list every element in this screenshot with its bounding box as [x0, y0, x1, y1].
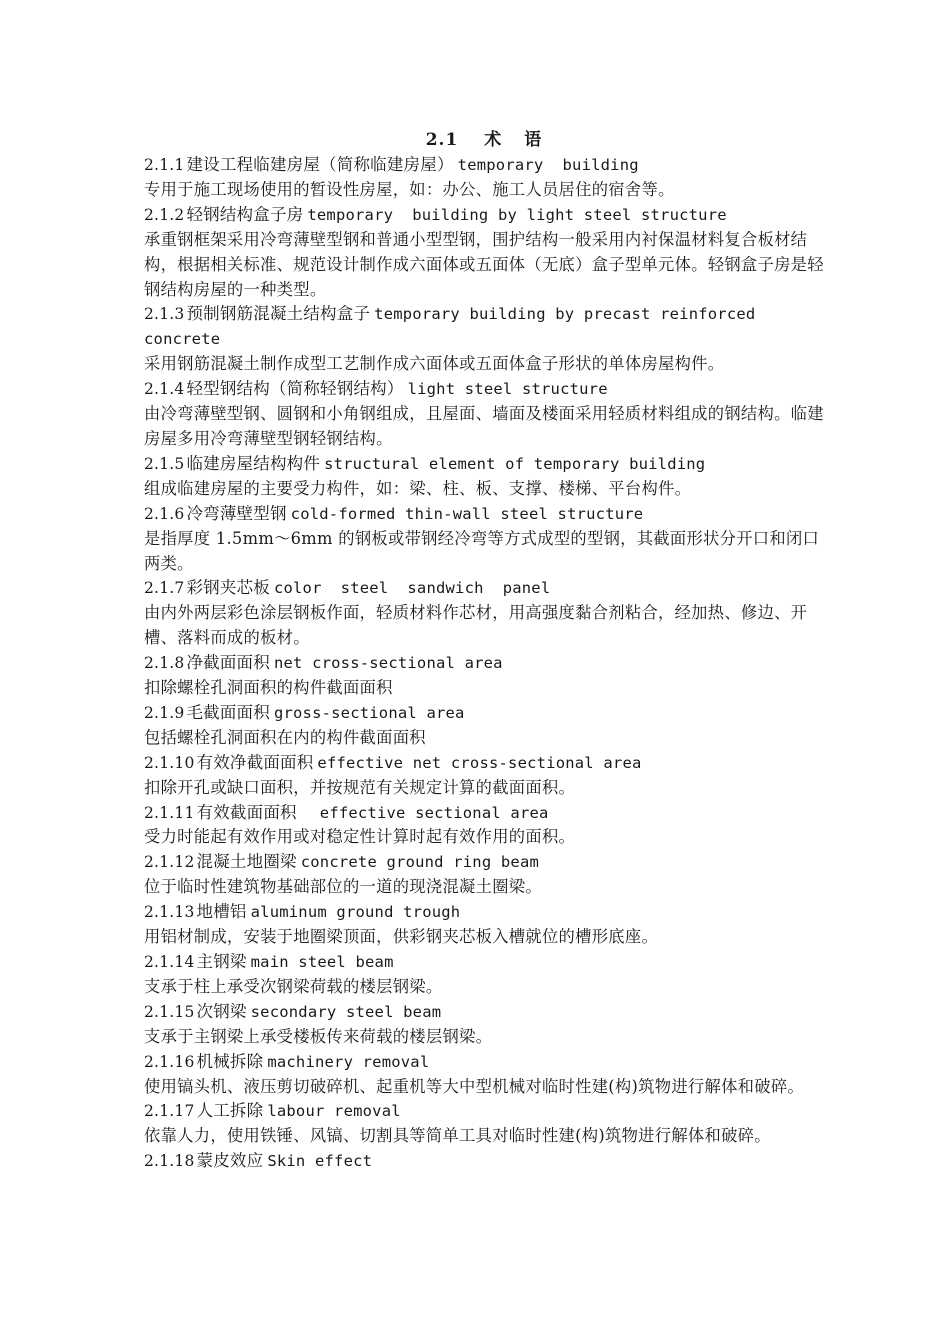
term-entry — [144, 1050, 824, 1100]
term-code: 2.1.2 — [144, 205, 185, 224]
term-heading — [144, 452, 824, 477]
term-english-name: color steel sandwich panel — [273, 579, 551, 598]
term-code: 2.1.3 — [144, 305, 185, 324]
term-chinese-name: 轻钢结构盒子房 — [186, 204, 304, 224]
term-entry — [144, 502, 824, 577]
term-definition: 包括螺栓孔洞面积在内的构件截面面积 — [144, 727, 426, 747]
term-chinese-name: 蒙皮效应 — [196, 1151, 264, 1171]
term-english-name: labour removal — [267, 1102, 401, 1121]
term-definition: 用铝材制成，安装于地圈梁顶面，供彩钢夹芯板入槽就位的槽形底座。 — [144, 927, 659, 947]
term-code: 2.1.5 — [144, 454, 185, 473]
term-code: 2.1.17 — [144, 1102, 195, 1121]
term-definition: 位于临时性建筑物基础部位的一道的现浇混凝土圈梁。 — [144, 877, 542, 897]
term-entry — [144, 1149, 824, 1174]
term-definition: 支承于柱上承受次钢梁荷载的楼层钢梁。 — [144, 976, 443, 996]
section-title — [144, 128, 824, 153]
term-chinese-name: 冷弯薄壁型钢 — [186, 503, 287, 523]
term-entry — [144, 1000, 824, 1050]
term-entry — [144, 801, 824, 851]
section-title-char-2: 语 — [524, 130, 543, 150]
term-chinese-name: 建设工程临建房屋（简称临建房屋） — [186, 155, 454, 174]
term-heading — [144, 651, 824, 676]
term-chinese-name: 毛截面面积 — [186, 702, 270, 722]
term-heading — [144, 1099, 824, 1124]
section-title-char-1: 术 — [484, 130, 503, 150]
term-entry — [144, 1099, 824, 1149]
term-entry — [144, 576, 824, 651]
term-chinese-name: 有效净截面面积 — [196, 752, 314, 772]
term-chinese-name: 人工拆除 — [196, 1101, 264, 1121]
term-chinese-name: 预制钢筋混凝土结构盒子 — [186, 304, 371, 324]
term-english-name: machinery removal — [267, 1052, 430, 1071]
term-chinese-name: 混凝土地圈梁 — [196, 852, 297, 872]
term-definition: 是指厚度 1.5mm～6mm 的钢板或带钢经冷弯等方式成型的型钢，其截面形状分开口和闭口两类。 — [144, 528, 820, 573]
term-entry — [144, 651, 824, 701]
term-code: 2.1.12 — [144, 853, 195, 872]
term-definition: 扣除螺栓孔洞面积的构件截面面积 — [144, 678, 393, 698]
term-entry — [144, 203, 824, 303]
term-code: 2.1.10 — [144, 753, 195, 772]
term-heading — [144, 1000, 824, 1025]
term-chinese-name: 机械拆除 — [196, 1051, 264, 1071]
term-definition: 采用钢筋混凝土制作成型工艺制作成六面体或五面体盒子形状的单体房屋构件。 — [144, 354, 725, 374]
term-definition: 承重钢框架采用冷弯薄壁型钢和普通小型型钢，围护结构一般采用内衬保温材料复合板材结构，根据相关标准、规范设计制作成六面体或五面体（无底）盒子型单元体。轻钢盒子房是轻钢结构房屋的一种类型。 — [144, 229, 824, 299]
term-heading — [144, 850, 824, 875]
term-code: 2.1.9 — [144, 703, 185, 722]
term-english-name: light steel structure — [407, 380, 608, 399]
term-entry — [144, 850, 824, 900]
term-entry — [144, 302, 824, 377]
term-code: 2.1.16 — [144, 1052, 195, 1071]
term-definition: 专用于施工现场使用的暂设性房屋，如：办公、施工人员居住的宿舍等。 — [144, 179, 675, 199]
term-english-name: temporary building by light steel structure — [307, 205, 727, 224]
term-heading — [144, 950, 824, 975]
term-chinese-name: 临建房屋结构构件 — [186, 453, 321, 473]
term-entry — [144, 377, 824, 452]
term-english-name: gross-sectional area — [273, 703, 465, 722]
term-chinese-name: 次钢梁 — [196, 1001, 247, 1021]
term-chinese-name: 彩钢夹芯板 — [186, 578, 270, 598]
term-code: 2.1.6 — [144, 504, 185, 523]
term-code: 2.1.14 — [144, 953, 195, 971]
term-code: 2.1.1 — [144, 156, 185, 174]
term-heading — [144, 900, 824, 925]
term-heading — [144, 302, 824, 352]
term-definition: 依靠人力，使用铁锤、风镐、切割具等简单工具对临时性建(构)筑物进行解体和破碎。 — [144, 1126, 771, 1146]
term-heading — [144, 203, 824, 228]
term-chinese-name: 有效截面面积 — [196, 802, 297, 822]
term-heading — [144, 801, 824, 826]
term-code: 2.1.4 — [144, 380, 185, 399]
term-code: 2.1.8 — [144, 654, 185, 673]
term-entry — [144, 751, 824, 801]
term-heading — [144, 576, 824, 601]
term-definition: 受力时能起有效作用或对稳定性计算时起有效作用的面积。 — [144, 827, 576, 847]
term-definition: 使用镐头机、液压剪切破碎机、起重机等大中型机械对临时性建(构)筑物进行解体和破碎。 — [144, 1076, 804, 1096]
term-heading — [144, 1050, 824, 1075]
term-english-name: Skin effect — [267, 1152, 373, 1171]
term-entry — [144, 900, 824, 950]
document-page — [144, 128, 824, 1174]
term-heading — [144, 701, 824, 726]
term-definition: 组成临建房屋的主要受力构件，如：梁、柱、板、支撑、楼梯、平台构件。 — [144, 478, 692, 498]
term-chinese-name: 地槽铝 — [196, 902, 247, 922]
term-heading — [144, 1149, 824, 1174]
term-english-name: concrete ground ring beam — [300, 853, 540, 872]
term-english-name: main steel beam — [250, 953, 394, 971]
term-code: 2.1.15 — [144, 1002, 195, 1021]
term-definition: 支承于主钢梁上承受楼板传来荷载的楼层钢梁。 — [144, 1026, 493, 1046]
term-english-name: effective net cross-sectional area — [317, 753, 642, 772]
term-heading — [144, 751, 824, 776]
section-number: 2.1 — [425, 130, 459, 150]
term-entry — [144, 701, 824, 751]
term-list — [144, 153, 824, 1174]
term-english-name: temporary building — [457, 156, 639, 174]
term-entry — [144, 452, 824, 502]
term-code: 2.1.18 — [144, 1152, 195, 1171]
term-english-name: net cross-sectional area — [273, 654, 503, 673]
term-english-name: cold-formed thin-wall steel structure — [290, 504, 644, 523]
term-english-name: aluminum ground trough — [250, 903, 461, 922]
term-definition: 由冷弯薄壁型钢、圆钢和小角钢组成，且屋面、墙面及楼面采用轻质材料组成的钢结构。临建房屋多用冷弯薄壁型钢轻钢结构。 — [144, 404, 824, 448]
term-heading — [144, 502, 824, 527]
term-chinese-name: 轻型钢结构（简称轻钢结构） — [186, 379, 404, 399]
term-chinese-name: 主钢梁 — [196, 952, 247, 971]
term-code: 2.1.13 — [144, 903, 195, 922]
term-heading — [144, 377, 824, 402]
term-english-name: temporary building by precast reinforced concrete — [144, 305, 765, 349]
term-definition: 扣除开孔或缺口面积，并按规范有关规定计算的截面面积。 — [144, 777, 576, 797]
term-entry — [144, 950, 824, 1000]
term-code: 2.1.7 — [144, 579, 185, 598]
term-chinese-name: 净截面面积 — [186, 653, 270, 673]
term-definition: 由内外两层彩色涂层钢板作面，轻质材料作芯材，用高强度黏合剂粘合，经加热、修边、开槽、落料而成的板材。 — [144, 603, 808, 648]
term-english-name: structural element of temporary building — [324, 454, 706, 473]
term-english-name: effective sectional area — [300, 803, 549, 822]
term-heading — [144, 153, 824, 178]
term-entry — [144, 153, 824, 203]
term-code: 2.1.11 — [144, 803, 195, 822]
term-english-name: secondary steel beam — [250, 1002, 442, 1021]
